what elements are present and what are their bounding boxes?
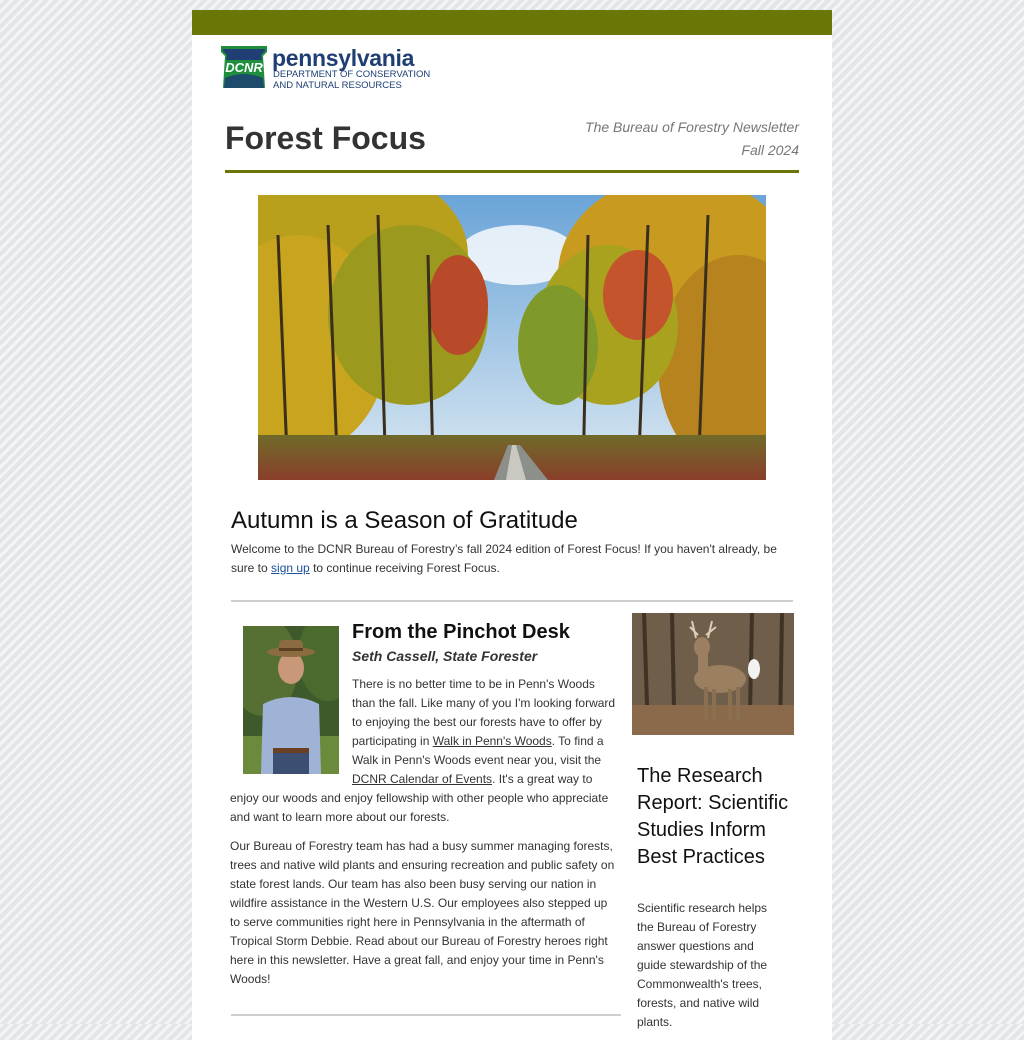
deer-photo: [632, 613, 794, 735]
walk-in-penns-woods-link[interactable]: Walk in Penn's Woods: [432, 734, 552, 748]
research-heading: The Research Report: Scientific Studies Inform Best Practices: [637, 765, 789, 868]
pinchot-text: There is no better time to be in Penn's Woods than the fall. Like many of you I'm looking forward to enjoying the best our forests have to offer by participating in: [352, 677, 616, 748]
calendar-of-events-link[interactable]: DCNR Calendar of Events: [352, 772, 493, 786]
intro-text: [231, 540, 793, 578]
pinchot-text: . To find a Walk in Penn's Woods event near you, visit the: [352, 734, 604, 767]
section-divider: [231, 600, 793, 602]
left-column-divider: [231, 1014, 621, 1016]
autumn-forest-road-image: [258, 195, 766, 480]
svg-text:DCNR: DCNR: [225, 60, 263, 75]
intro-text-part: to continue receiving Forest Focus.: [309, 561, 500, 575]
dcnr-logo[interactable]: [220, 44, 460, 94]
logo-dept-line2: AND NATURAL RESOURCES: [273, 80, 402, 91]
logo-wordmark: pennsylvania: [272, 45, 415, 71]
deer-image[interactable]: [632, 613, 794, 735]
research-text: Scientific research helps the Bureau of Forestry answer questions and guide stewardship of the Commonwealth's trees, forests, and native wild plants.: [637, 901, 768, 1029]
pinchot-text: . It's a great way to enjoy our woods and enjoy fellowship with other people who appreciate and want to learn more about our forests.: [230, 772, 609, 824]
newsletter-subtitle: [585, 116, 799, 162]
logo-dept-line1: DEPARTMENT OF CONSERVATION: [273, 69, 431, 80]
pinchot-paragraph-2: Our Bureau of Forestry team has had a busy summer managing forests, trees and native wild plants and ensuring recreation and public safety on state forest lands. Our team has also been busy serving our nation in wildfire assistance in the Western U.S. Our employees also stepped up to serve communities right here in Pennsylvania in the aftermath of Tropical Storm Debbie. Read about our Bureau of Forestry heroes right here in this newsletter. Have a great fall, and enjoy your time in Penn's Woods!: [230, 839, 615, 986]
sign-up-link[interactable]: sign up: [271, 561, 310, 575]
pinchot-byline: Seth Cassell, State Forester: [352, 648, 538, 664]
pinchot-heading: From the Pinchot Desk: [352, 621, 570, 643]
newsletter-container: [192, 10, 832, 1040]
research-report-section: [632, 613, 794, 1032]
newsletter-edition: Fall 2024: [741, 142, 799, 158]
newsletter-title: Forest Focus: [225, 120, 426, 156]
state-forester-portrait[interactable]: [243, 626, 339, 774]
portrait-image: [243, 626, 339, 774]
title-divider: [225, 170, 799, 173]
intro-heading: Autumn is a Season of Gratitude: [231, 507, 578, 534]
hero-forest-image[interactable]: [258, 195, 766, 480]
keystone-emblem-icon: [220, 44, 268, 90]
intro-text-part: Welcome to the DCNR Bureau of Forestry’s fall 2024 edition of Forest Focus! If you haven't already, be sure to: [231, 542, 777, 575]
top-accent-bar: [192, 10, 832, 35]
newsletter-subtitle-line: The Bureau of Forestry Newsletter: [585, 119, 799, 135]
pinchot-desk-section: [230, 614, 620, 999]
